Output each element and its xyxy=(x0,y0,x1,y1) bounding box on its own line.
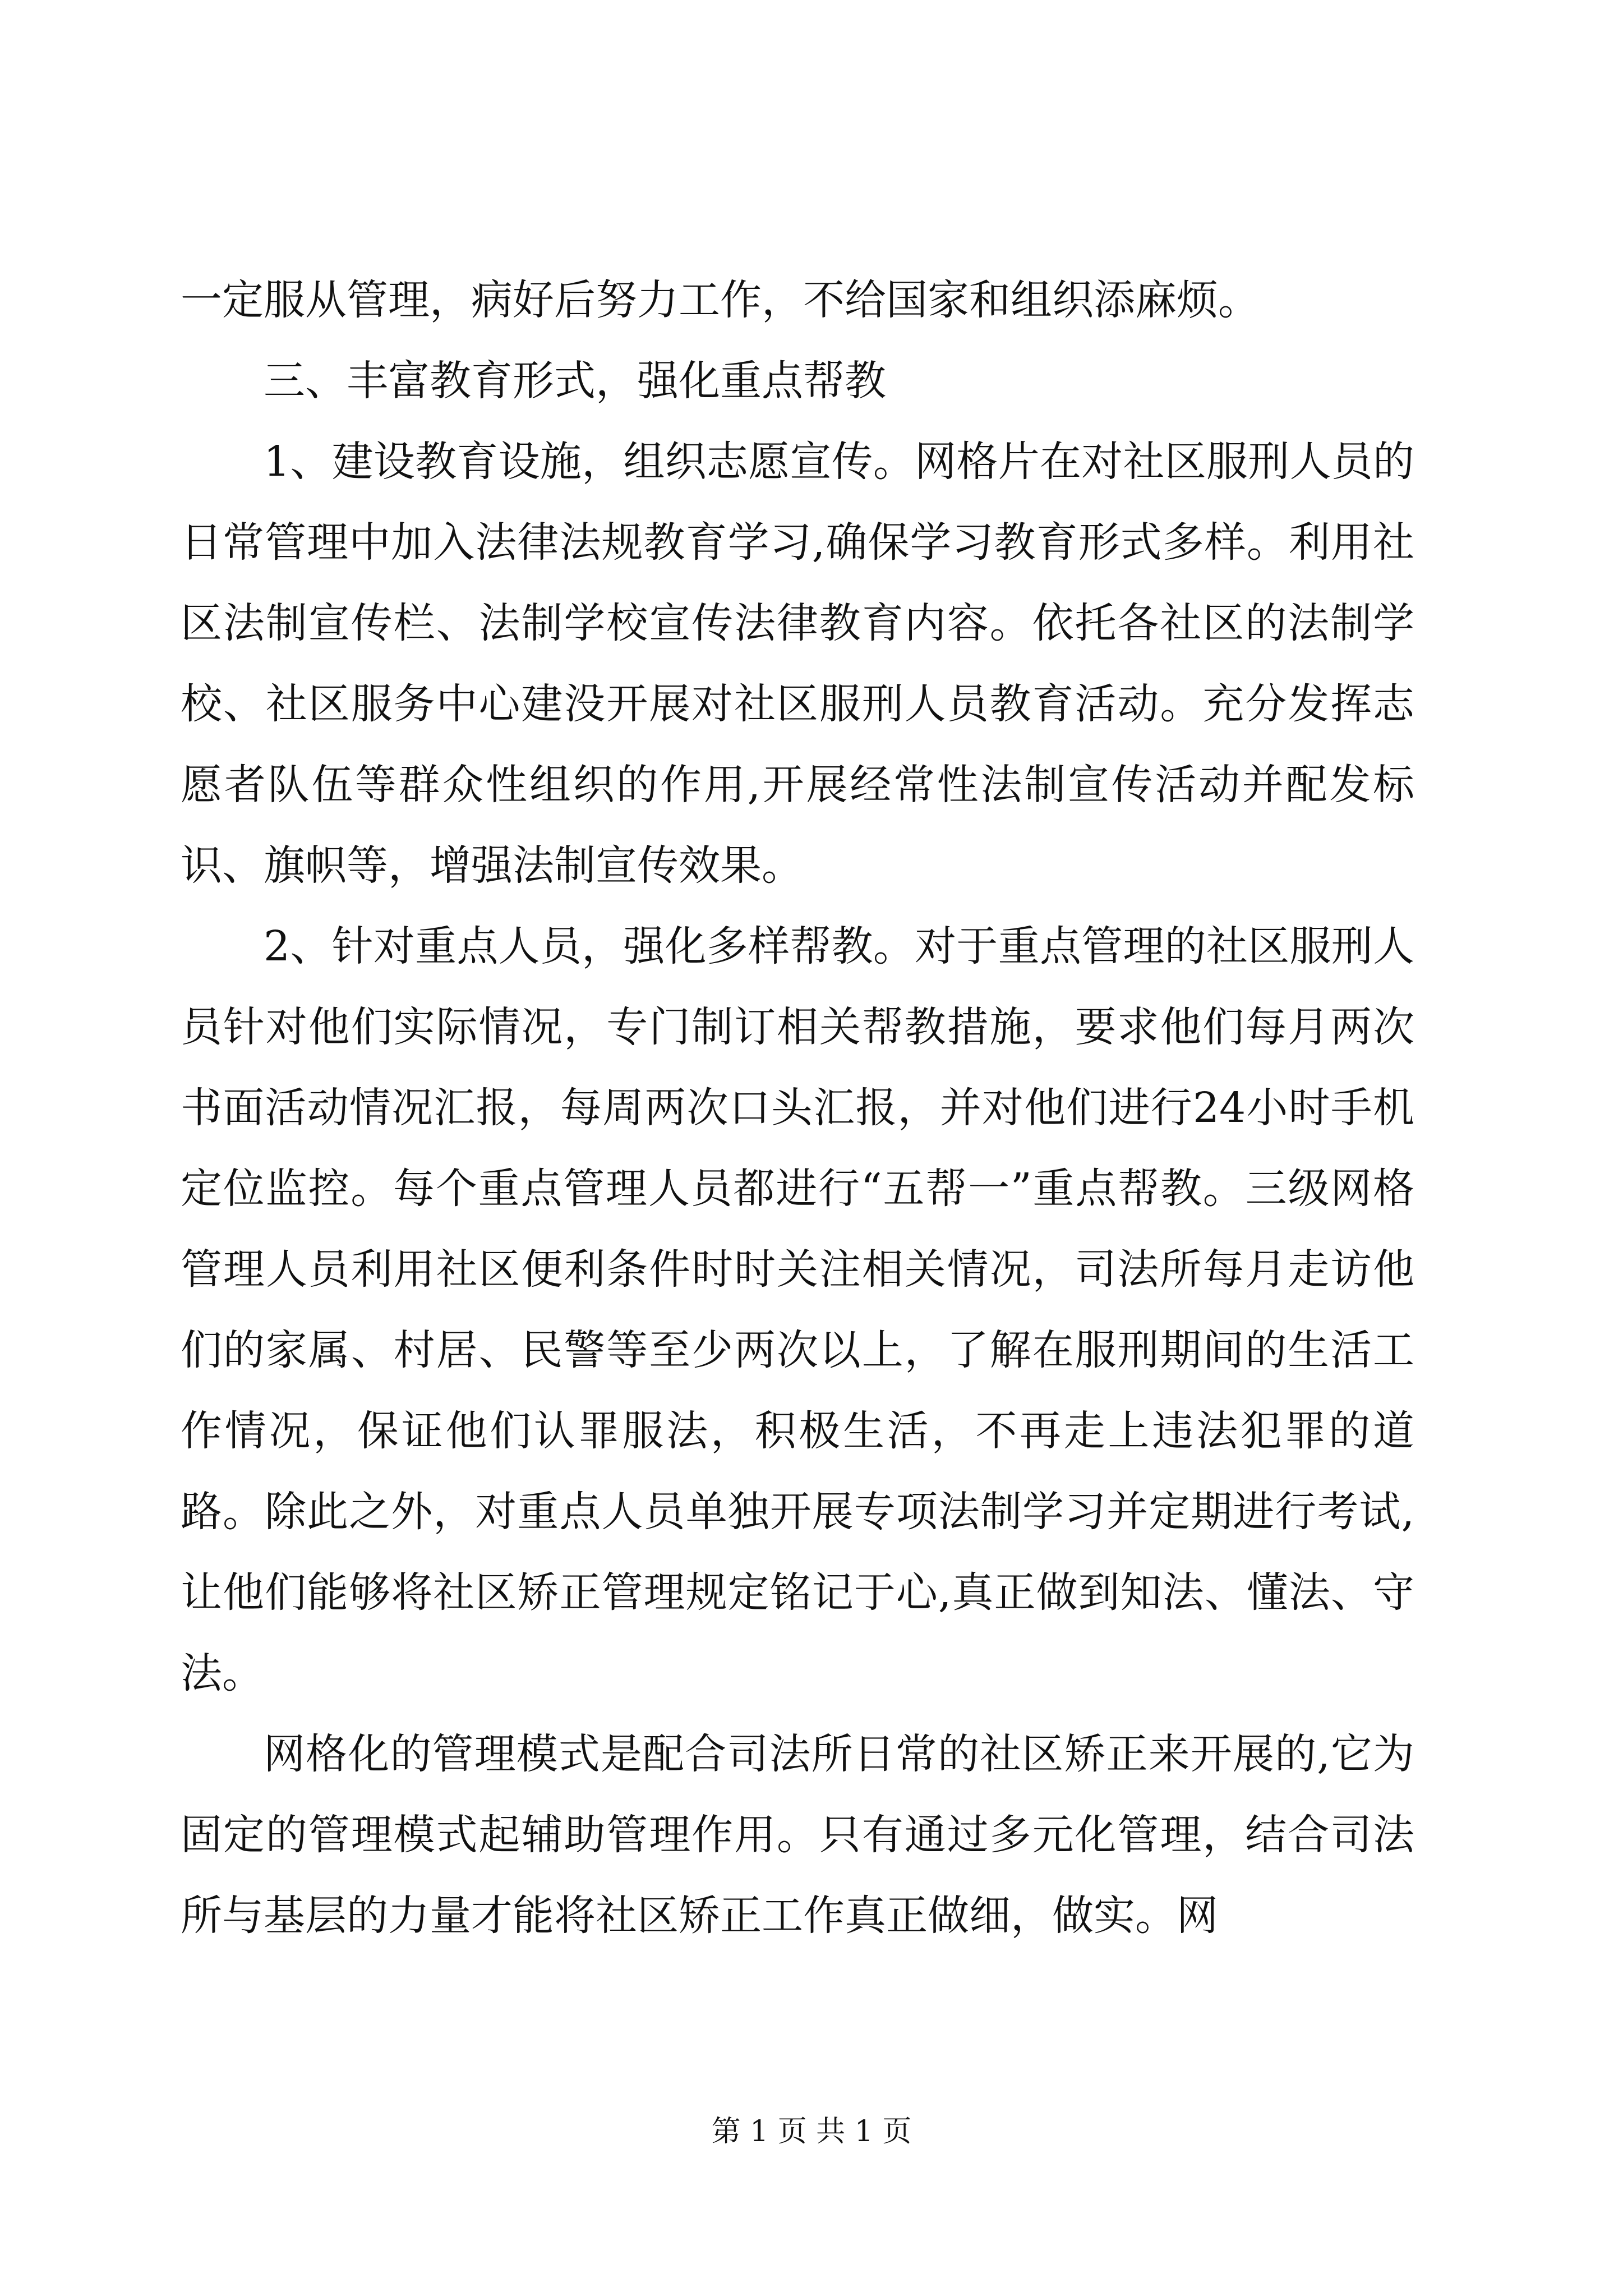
section-heading: 三、丰富教育形式，强化重点帮教 xyxy=(264,357,886,405)
page-footer: 第 1 页 共 1 页 xyxy=(711,2115,912,2148)
document-body xyxy=(181,260,1414,1956)
paragraph-grid-management: 网格化的管理模式是配合司法所日常的社区矫正来开展的,它为固定的管理模式起辅助管理作用。只有通过多元化管理，结合司法所与基层的力量才能将社区矫正工作真正做细，做实。网 xyxy=(181,1730,1414,1940)
paragraph-key-personnel: 2、针对重点人员，强化多样帮教。对于重点管理的社区服刑人员针对他们实际情况，专门制订相关帮教措施，要求他们每月两次书面活动情况汇报，每周两次口头汇报，并对他们进行24小时手机定位监控。每个重点管理人员都进行“五帮一”重点帮教。三级网格管理人员利用社区便利条件时时关注相关情况，司法所每月走访他们的家属、村居、民警等至少两次以上，了解在服刑期间的生活工作情况，保证他们认罪服法，积极生活，不再走上违法犯罪的道路。除此之外，对重点人员单独开展专项法制学习并定期进行考试,让他们能够将社区矫正管理规定铭记于心,真正做到知法、懂法、守法。 xyxy=(181,922,1414,1697)
paragraph-education-facilities: 1、建设教育设施，组织志愿宣传。网格片在对社区服刑人员的日常管理中加入法律法规教育学习,确保学习教育形式多样。利用社区法制宣传栏、法制学校宣传法律教育内容。依托各社区的法制学校、社区服务中心建没开展对社区服刑人员教育活动。充分发挥志愿者队伍等群众性组织的作用,开展经常性法制宣传活动并配发标识、旗帜等，增强法制宣传效果。 xyxy=(181,438,1414,890)
paragraph-continuation: 一定服从管理，病好后努力工作，不给国家和组织添麻烦。 xyxy=(181,276,1260,324)
